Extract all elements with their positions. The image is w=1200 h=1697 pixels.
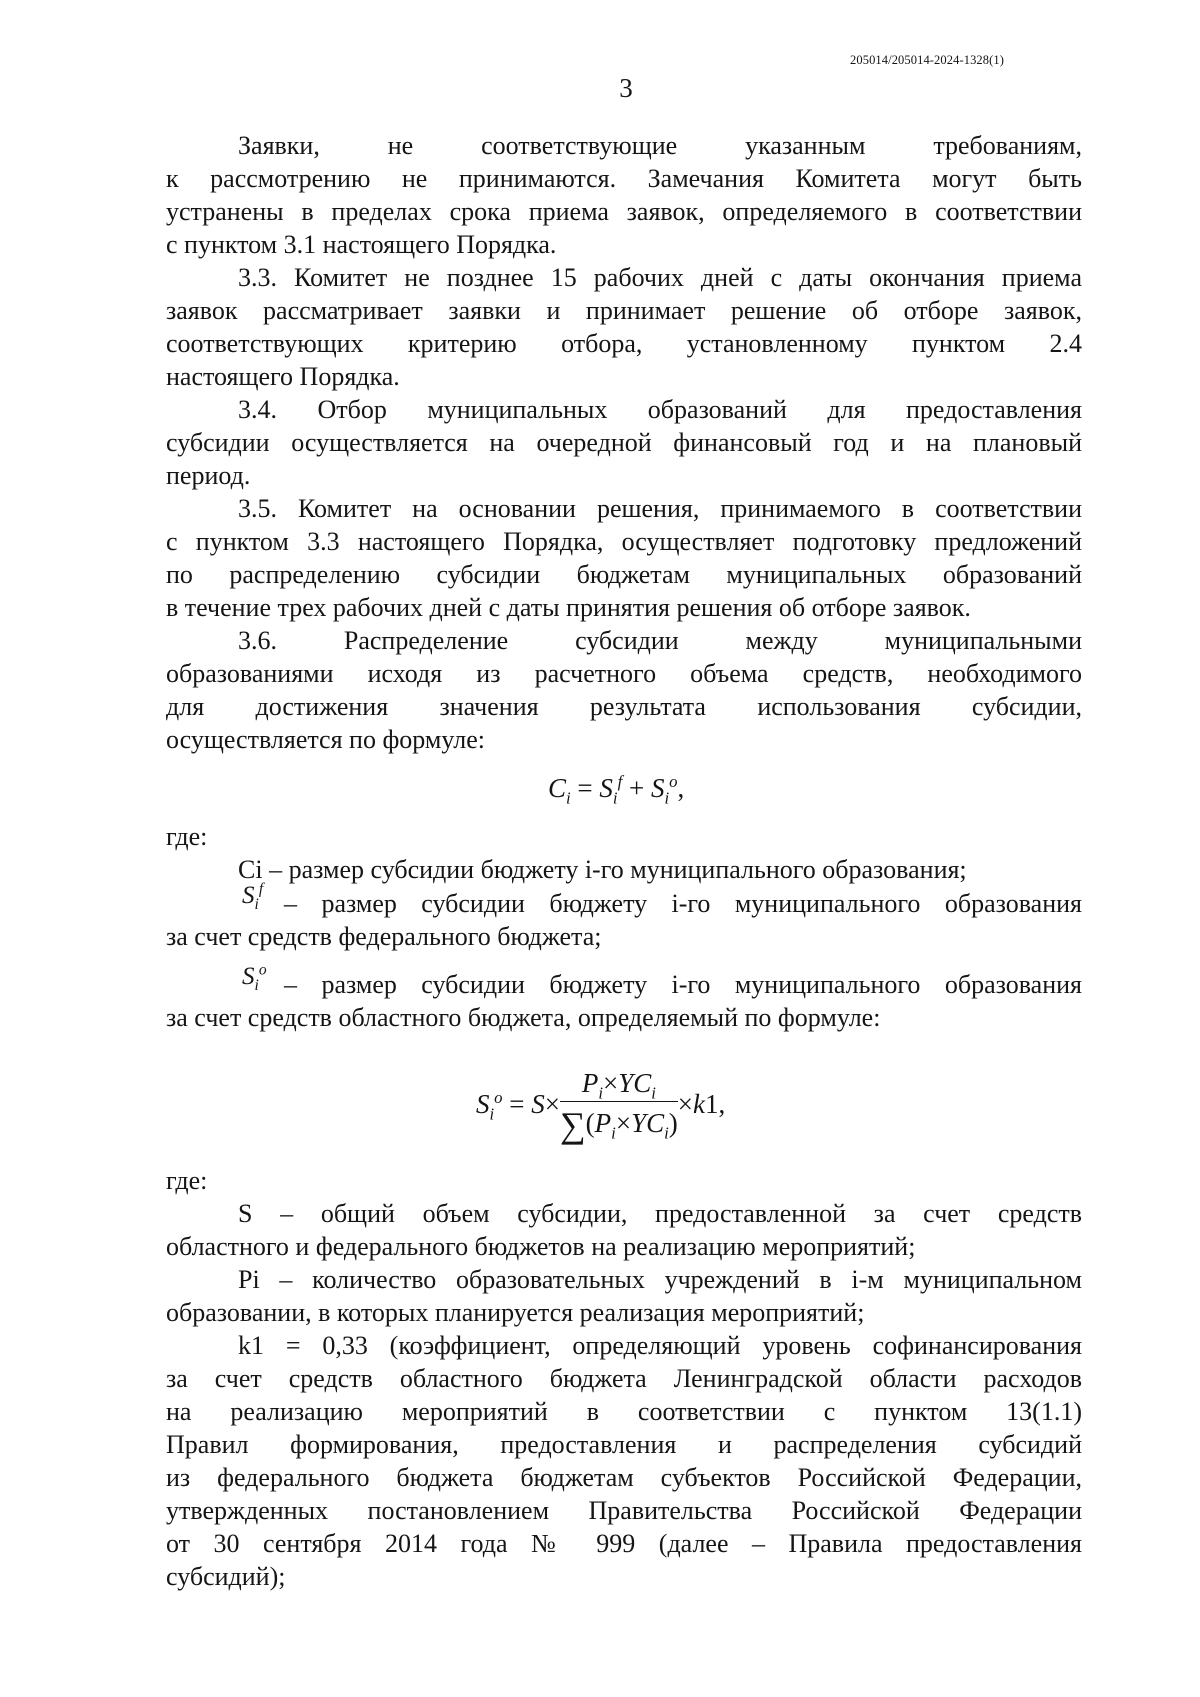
text-line: период. <box>166 461 251 490</box>
formula-sup: f <box>617 772 623 791</box>
formula-p: P <box>581 1068 599 1098</box>
formula-lhs: S <box>476 1089 490 1120</box>
formula-k: k <box>692 1089 705 1120</box>
formula-sub: i <box>598 1083 603 1103</box>
sum-symbol: ∑ <box>560 1105 586 1145</box>
text-line: Pi – количество образовательных учреждений в i-м муниципальном <box>238 1265 1082 1294</box>
text-line: соответствующих критерию отбора, установленному пунктом 2.4 <box>166 329 1082 358</box>
text-line: образованиями исходя из расчетного объема средств, необходимого <box>166 659 1082 688</box>
where-label: где: <box>166 1166 208 1195</box>
text-line: за счет средств областного бюджета Ленинградской области расходов <box>166 1364 1082 1393</box>
text-line: на реализацию мероприятий в соответствии с пунктом 13(1.1) <box>166 1397 1082 1426</box>
formula-lhs: C <box>548 773 567 803</box>
formula-yc: YC <box>618 1068 652 1098</box>
formula-p: P <box>594 1108 612 1138</box>
formula-sub: i <box>254 896 259 913</box>
definition-ci: Ci – размер субсидии бюджету i-го муниципального образования; <box>238 855 967 884</box>
text-line: от 30 сентября 2014 года № 999 (далее – Правила предоставления <box>166 1529 1082 1558</box>
formula-term-so: S <box>650 773 665 803</box>
fraction-denominator: $\sum(P_i\times YC_i)$ <box>560 1105 678 1145</box>
formula-sup: o <box>494 1088 503 1108</box>
where-label: где: <box>166 822 208 851</box>
text-line: с пунктом 3.1 настоящего Порядка. <box>166 230 557 259</box>
document-header-id: 205014/205014-2024-1328(1) <box>850 53 1004 67</box>
text-line: настоящего Порядка. <box>166 362 400 391</box>
formula-s: S <box>531 1089 545 1120</box>
text-line: для достижения значения результата использования субсидии, <box>166 692 1082 721</box>
fraction-numerator: $P_i\times YC_i$ <box>560 1068 678 1102</box>
text-line: заявок рассматривает заявки и принимает решение об отборе заявок, <box>166 296 1082 325</box>
formula-ci: $C_i = S_i^f + S_i^o$, <box>548 772 685 808</box>
page-number: 3 <box>619 73 633 103</box>
formula-sub: i <box>651 1083 656 1103</box>
formula-trail: , <box>718 1089 726 1120</box>
formula-sup: f <box>258 880 264 898</box>
formula-k-digit: 1 <box>704 1089 719 1120</box>
formula-sub: i <box>664 788 670 808</box>
text-line: областного и федерального бюджетов на реализацию мероприятий; <box>166 1232 916 1261</box>
formula-fraction <box>560 1068 678 1146</box>
text-line: Заявки, не соответствующие указанным требованиям, <box>238 131 1082 160</box>
text-line: в течение трех рабочих дней с даты принятия решения об отборе заявок. <box>166 593 971 622</box>
formula-trail: , <box>677 773 685 803</box>
text-line: 3.5. Комитет на основании решения, принимаемого в соответствии <box>238 494 1082 523</box>
symbol-base: S <box>242 963 255 990</box>
text-line: устранены в пределах срока приема заявок, определяемого в соответствии <box>166 197 1082 226</box>
formula-yc: YC <box>631 1108 665 1138</box>
formula-sub: i <box>489 1104 495 1124</box>
text-line: за счет средств областного бюджета, определяемый по формуле: <box>166 1003 881 1032</box>
text-line: из федерального бюджета бюджетам субъектов Российской Федерации, <box>166 1463 1082 1492</box>
formula-sub: i <box>566 788 571 808</box>
text-line: с пунктом 3.3 настоящего Порядка, осуществляет подготовку предложений <box>166 527 1082 556</box>
formula-sub: i <box>611 1123 616 1143</box>
text-line: S – общий объем субсидии, предоставленной за счет средств <box>238 1199 1082 1228</box>
text-line: утвержденных постановлением Правительства Российской Федерации <box>166 1496 1082 1525</box>
formula-sub: i <box>612 788 618 808</box>
text-line: k1 = 0,33 (коэффициент, определяющий уровень софинансирования <box>238 1331 1082 1360</box>
text-line: – размер субсидии бюджету i-го муниципального образования <box>284 889 1082 918</box>
text-line: образовании, в которых планируется реализация мероприятий; <box>166 1298 865 1327</box>
formula-term-sf: S <box>599 773 613 803</box>
text-line: Правил формирования, предоставления и распределения субсидий <box>166 1430 1082 1459</box>
text-line: за счет средств федерального бюджета; <box>166 922 602 951</box>
formula-so: $S_i^o = S\times$ $\frac{P_i\times YC_i}{\sum(P_i\times YC_i)}$ ×k1, <box>476 1068 726 1145</box>
symbol-sf <box>242 880 264 913</box>
formula-sup: o <box>669 772 678 791</box>
text-line: осуществляется по формуле: <box>166 725 485 754</box>
text-line: 3.4. Отбор муниципальных образований для предоставления <box>238 395 1082 424</box>
text-line: субсидий); <box>166 1562 286 1591</box>
text-line: к рассмотрению не принимаются. Замечания Комитета могут быть <box>166 164 1082 193</box>
text-line: 3.6. Распределение субсидии между муниципальными <box>238 626 1082 655</box>
formula-sub: i <box>664 1123 669 1143</box>
formula-sup: o <box>258 961 267 979</box>
text-line: – размер субсидии бюджету i-го муниципального образования <box>284 970 1082 999</box>
symbol-base: S <box>242 882 255 909</box>
text-line: субсидии осуществляется на очередной финансовый год и на плановый <box>166 428 1082 457</box>
formula-sub: i <box>254 977 259 994</box>
text-line: по распределению субсидии бюджетам муниципальных образований <box>166 560 1082 589</box>
text-line: 3.3. Комитет не позднее 15 рабочих дней с даты окончания приема <box>238 263 1082 292</box>
symbol-so <box>242 961 267 994</box>
